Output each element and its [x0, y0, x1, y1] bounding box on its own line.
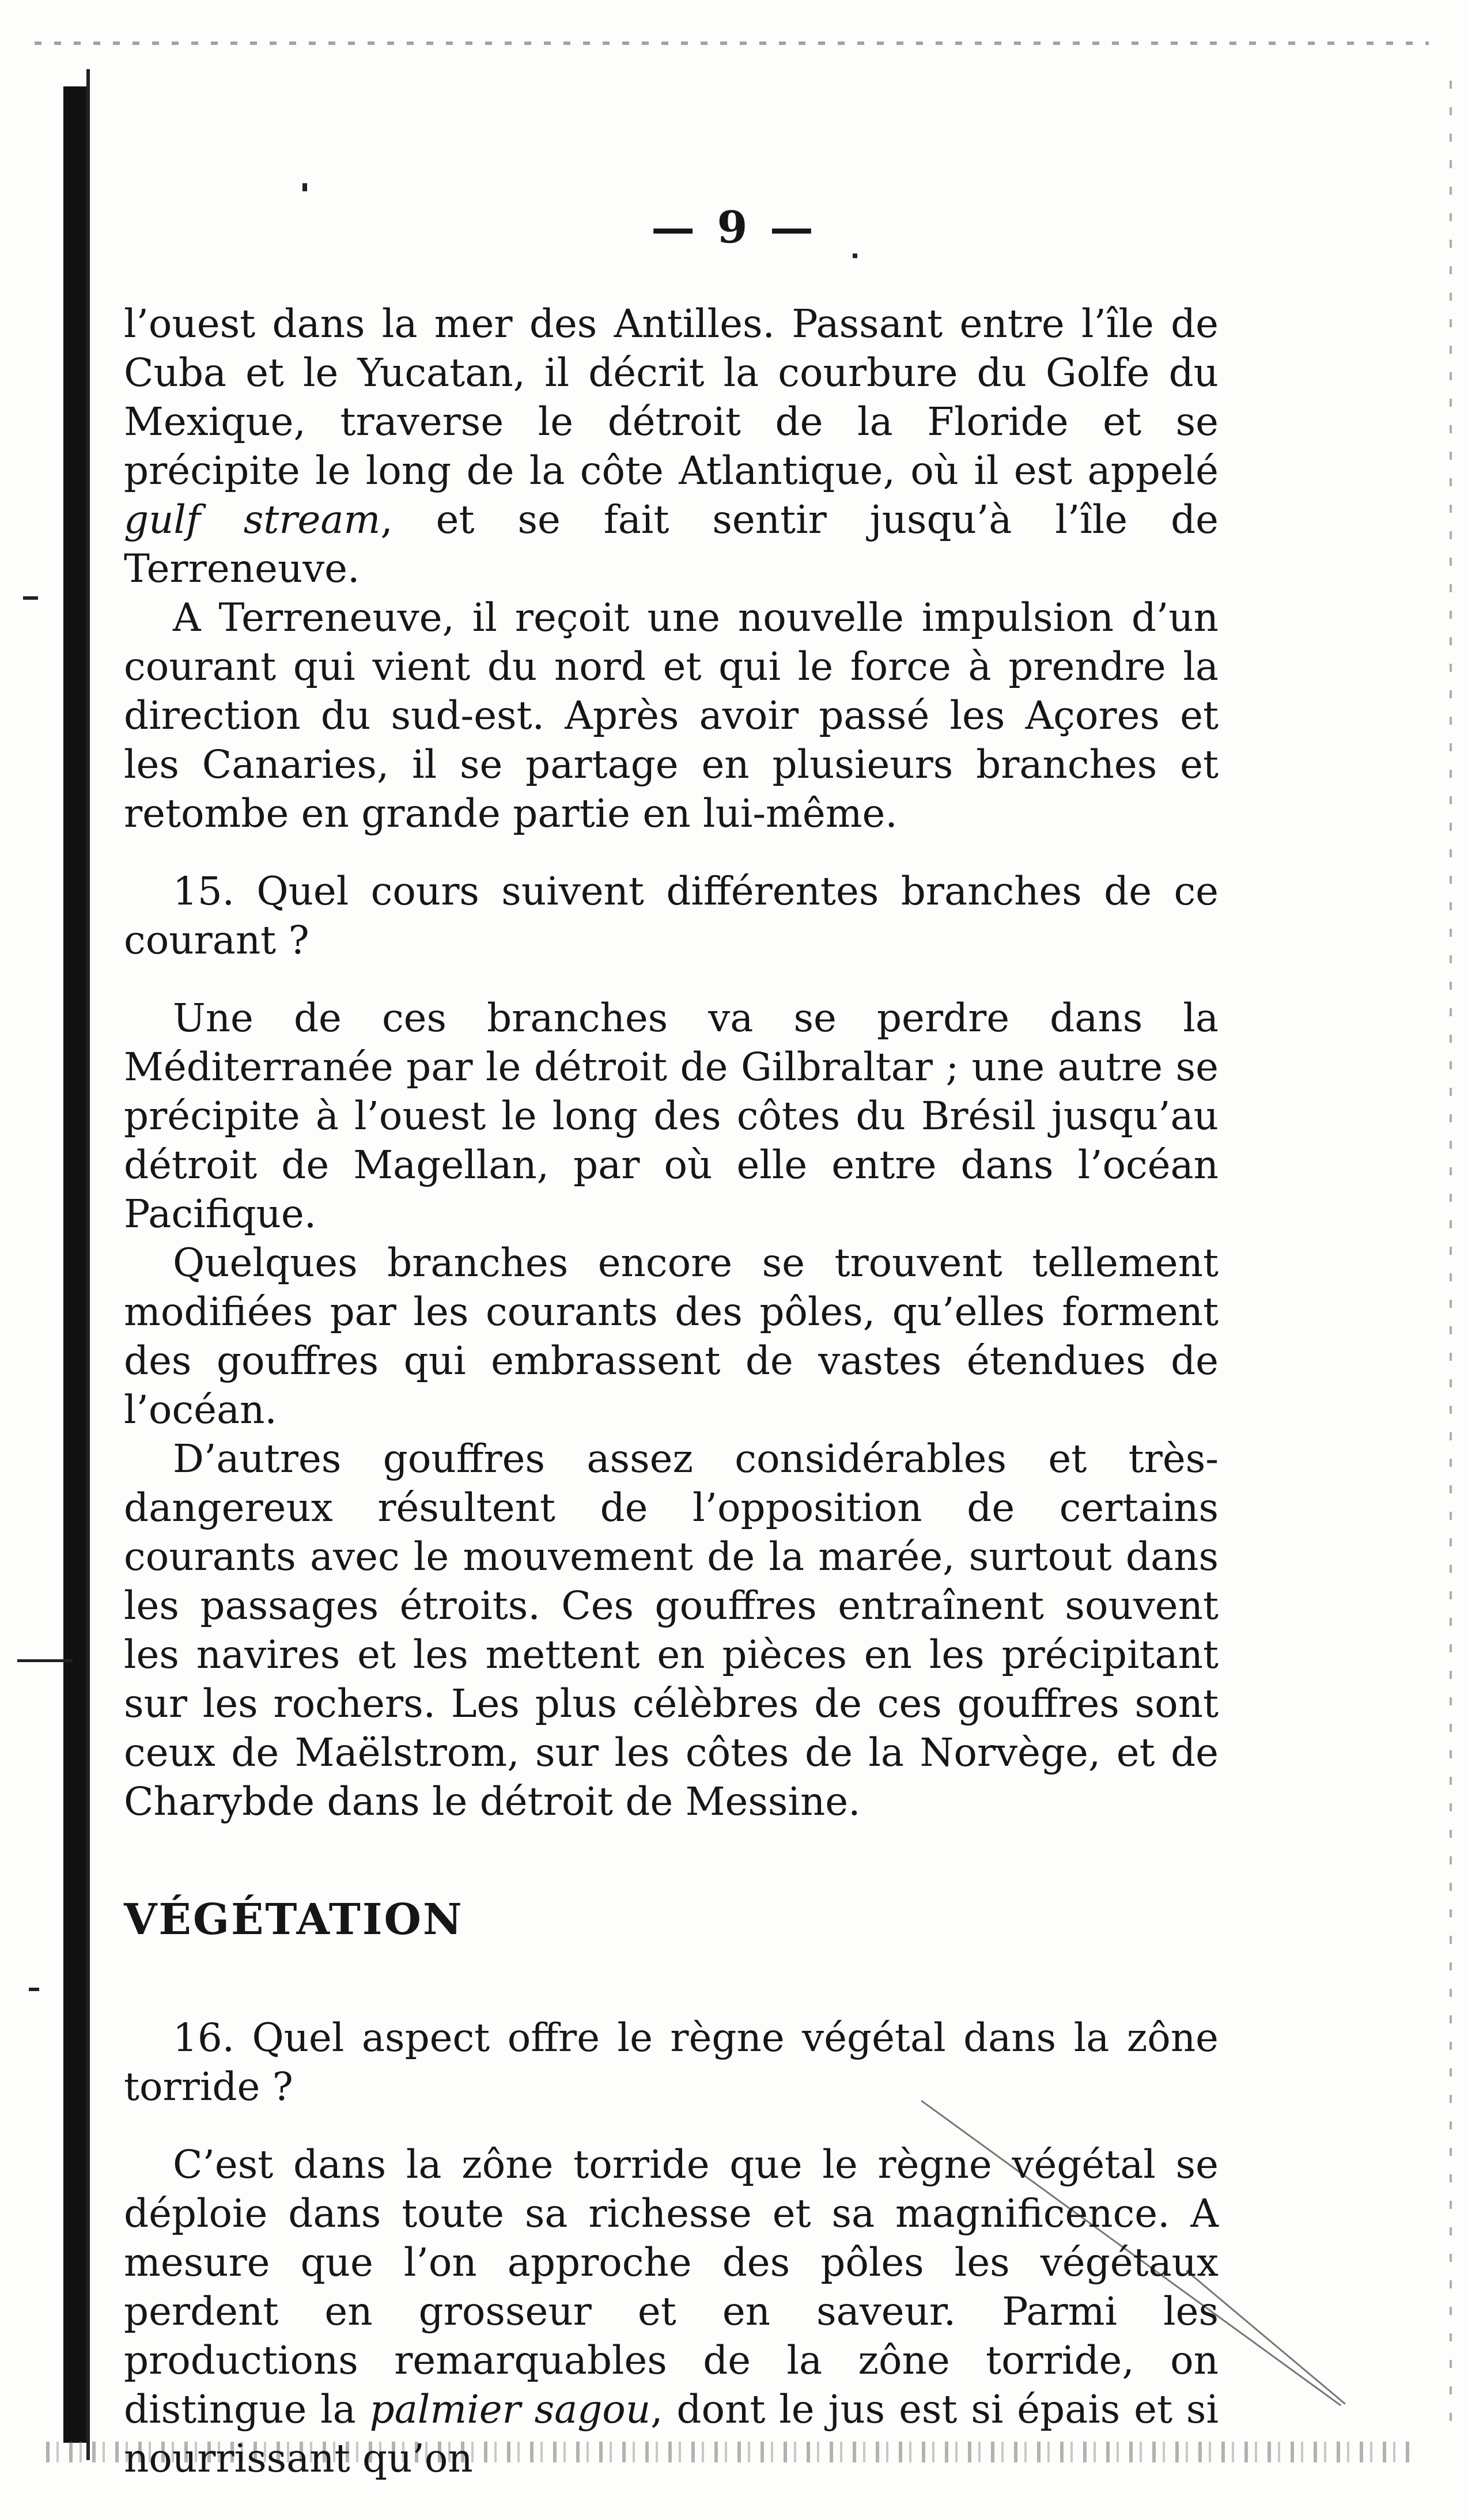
margin-tick-2: [17, 1659, 73, 1662]
paragraph-continuation: l’ouest dans la mer des Antilles. Passant entre l’île de Cuba et le Yucatan, il décrit la courbure du Golfe du Mexique, traverse le détroit de la Floride et se précipite le long de la côte Atlantique, où il est appelé gulf stream, et se fait sentir jusqu’à l’île de Terreneuve.: [124, 301, 1219, 591]
page-number: — 9 —: [651, 202, 817, 253]
answer-15-part-1: Une de ces branches va se perdre dans la Méditerranée par le détroit de Gilbraltar ; une autre se précipite à l’ouest le long des côtes du Brésil jusqu’au détroit de Magellan, par où elle entre dans l’océan Pacifique.: [124, 996, 1219, 1236]
margin-tick-3: [29, 1988, 39, 1991]
right-scan-edge: [1450, 81, 1452, 2431]
speck-1: [302, 183, 307, 191]
section-title: VÉGÉTATION: [124, 1895, 464, 1944]
top-scan-edge: [35, 41, 1429, 45]
answer-15-part-3: D’autres gouffres assez considérables et très-dangereux résultent de l’opposition de certains courants avec le mouvement de la marée, surtout dans les passages étroits. Ces gouffres entraînent souvent les navires et les mettent en pièces en les précipitant sur les rochers. Les plus célèbres de ces gouffres sont ceux de Maëlstrom, sur les côtes de la Norvège, et de Charybde dans le détroit de Messine.: [124, 1436, 1219, 1824]
italic-term-palmier-sagou: palmier sagou: [369, 2387, 651, 2432]
answer-16: C’est dans la zône torride que le règne végétal se déploie dans toute sa richesse et sa magnificence. A mesure que l’on approche des pôles les végétaux perdent en grosseur et en saveur. Parmi les productions remarquables de la zône torride, on distingue la palmier sagou, dont le jus est si épais et si nourrissant qu’on: [124, 2142, 1219, 2481]
binding-shadow: [63, 86, 86, 2443]
margin-tick-1: [23, 596, 38, 600]
question-16: 16. Quel aspect offre le règne végétal dans la zône torride ?: [124, 2015, 1219, 2109]
paragraph-terreneuve: A Terreneuve, il reçoit une nouvelle impulsion d’un courant qui vient du nord et qui le force à prendre la direction du sud-est. Après avoir passé les Açores et les Canaries, il se partage en plusieurs branches et retombe en grande partie en lui-même.: [124, 595, 1219, 836]
answer-15-part-2: Quelques branches encore se trouvent tellement modifiées par les courants des pôles, qu’elles forment des gouffres qui embrassent de vastes étendues de l’océan.: [124, 1240, 1219, 1432]
speck-2: [853, 253, 857, 258]
binding-line: [86, 69, 90, 2460]
italic-term-gulf-stream: gulf stream: [124, 497, 381, 542]
page-body: [124, 300, 1219, 2483]
question-15: 15. Quel cours suivent différentes branches de ce courant ?: [124, 869, 1219, 963]
